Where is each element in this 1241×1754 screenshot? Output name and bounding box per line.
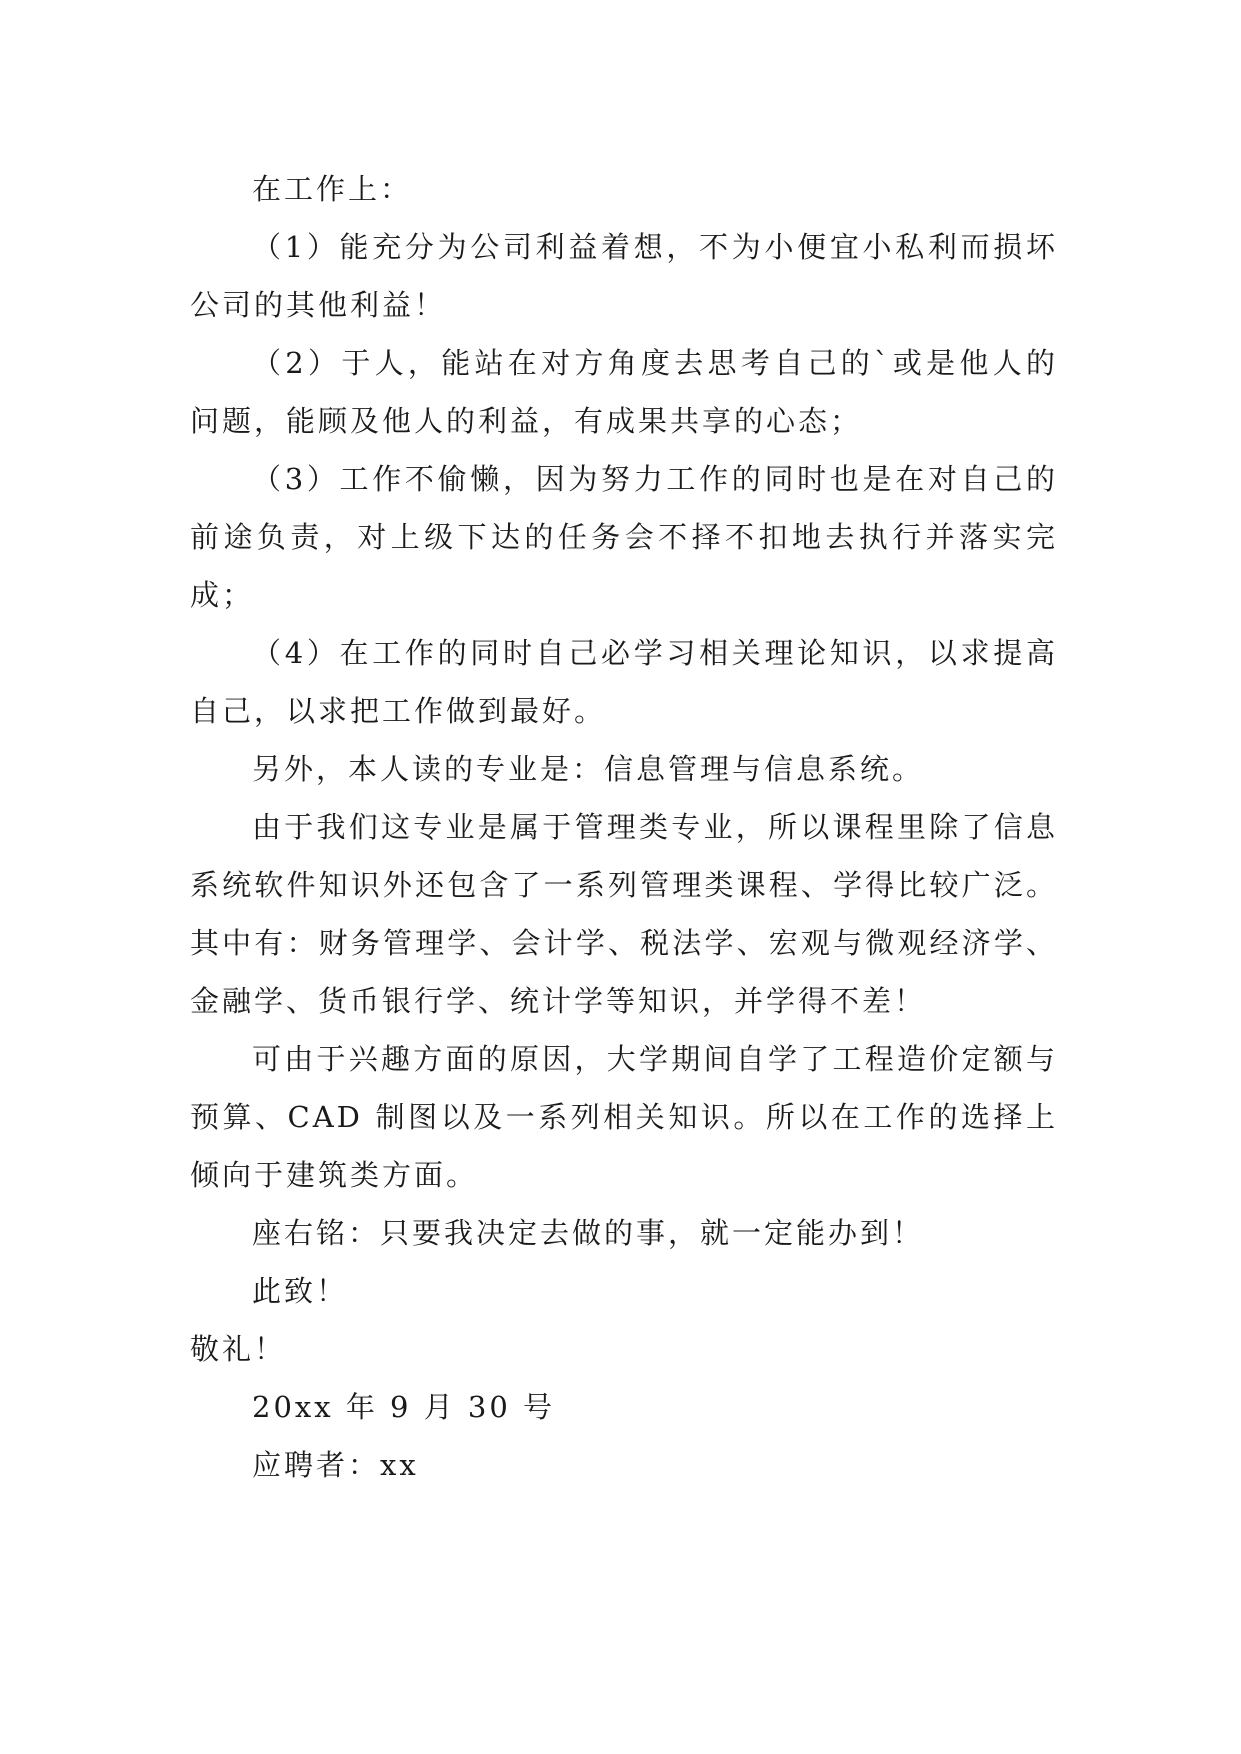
applicant-signature: 应聘者：xx [252, 1448, 419, 1482]
paragraph-interests: 可由于兴趣方面的原因，大学期间自学了工程造价定额与预算、CAD 制图以及一系列相关知识。所以在工作的选择上倾向于建筑类方面。 [190, 1042, 1058, 1192]
paragraph-point-4: （4）在工作的同时自己必学习相关理论知识，以求提高自己，以求把工作做到最好。 [190, 636, 1058, 728]
paragraph-courses: 由于我们这专业是属于管理类专业，所以课程里除了信息系统软件知识外还包含了一系列管理类课程、学得比较广泛。其中有：财务管理学、会计学、税法学、宏观与微观经济学、金融学、货币银行学、统计学等知识，并学得不差！ [190, 810, 1058, 1018]
closing-regards: 敬礼！ [190, 1332, 287, 1366]
letter-date: 20xx 年 9 月 30 号 [252, 1390, 556, 1424]
paragraph-major: 另外，本人读的专业是：信息管理与信息系统。 [252, 752, 925, 786]
letter-body [190, 160, 1058, 1494]
closing-salutation: 此致！ [252, 1274, 349, 1308]
paragraph-point-1: （1）能充分为公司利益着想，不为小便宜小私利而损坏公司的其他利益！ [190, 230, 1058, 322]
paragraph-motto: 座右铭：只要我决定去做的事，就一定能办到！ [252, 1216, 925, 1250]
paragraph-work-heading: 在工作上： [252, 172, 413, 206]
paragraph-point-3: （3）工作不偷懒，因为努力工作的同时也是在对自己的前途负责，对上级下达的任务会不择不扣地去执行并落实完成； [190, 462, 1058, 612]
paragraph-point-2: （2）于人，能站在对方角度去思考自己的`或是他人的问题，能顾及他人的利益，有成果共享的心态； [190, 346, 1058, 438]
